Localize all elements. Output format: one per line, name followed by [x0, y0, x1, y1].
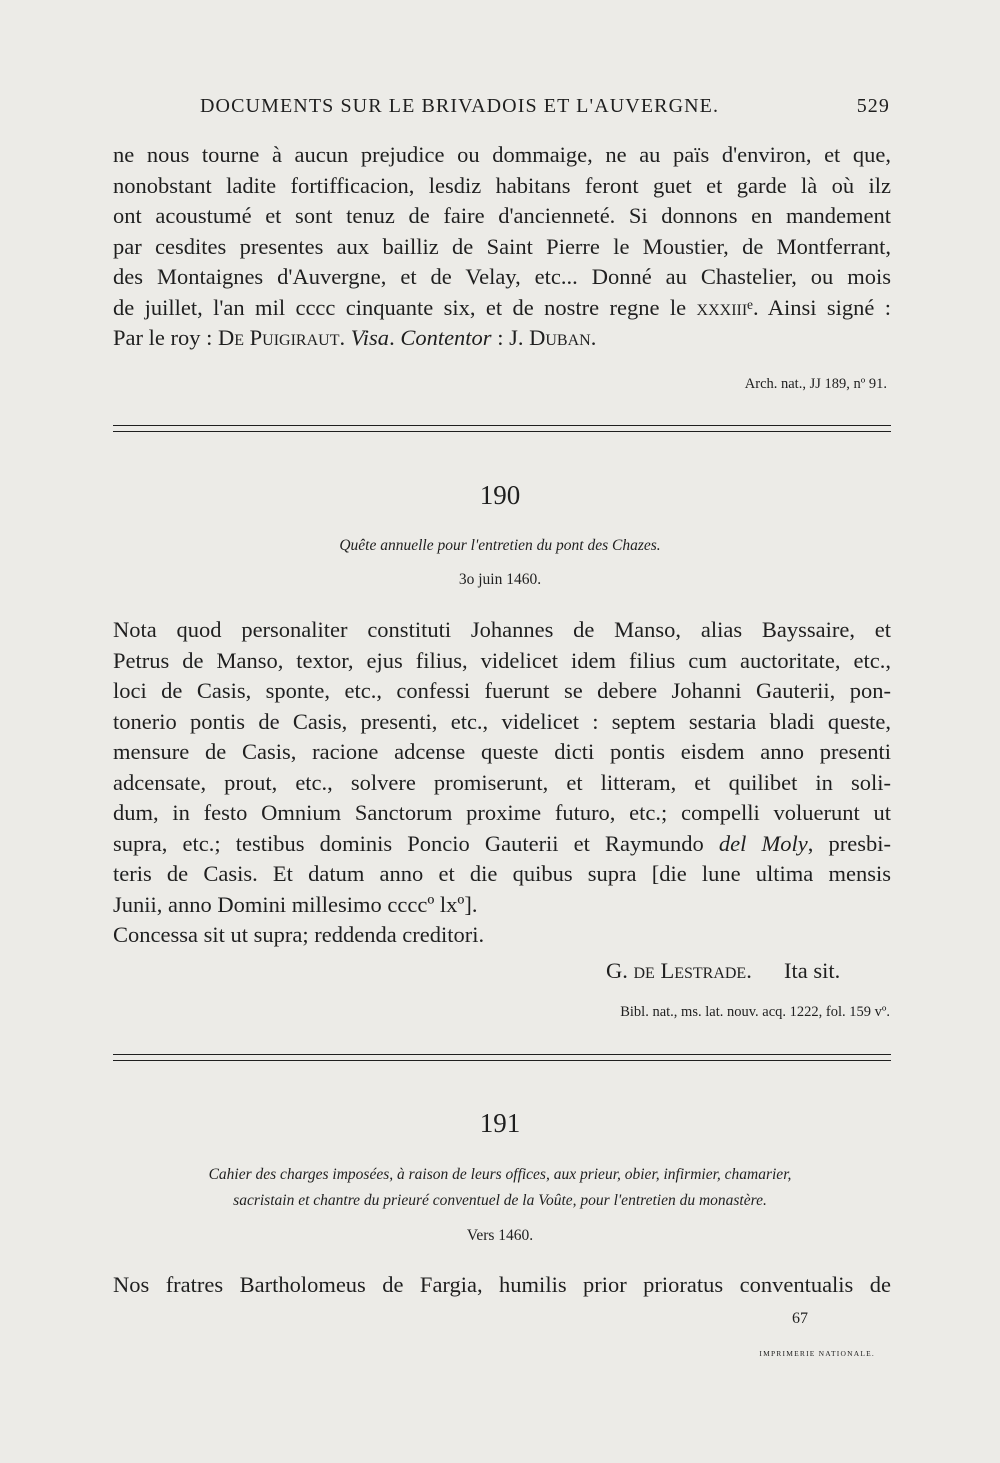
doc191-title-line: Cahier des charges imposées, à raison de leurs offices, aux prieur, obier, infirmier, chamarier, [208, 1166, 792, 1183]
visa-word: Visa [350, 325, 390, 350]
text-line: teris de Casis. Et datum anno et die quibus supra [die lune ultima mensis [113, 861, 891, 886]
running-title: DOCUMENTS SUR LE BRIVADOIS ET L'AUVERGNE. [200, 95, 720, 117]
text-segment: Par le roy : [113, 325, 218, 350]
text-line: par cesdites presentes aux bailliz de Saint Pierre le Moustier, de Montferrant, [113, 233, 891, 259]
doc191-title [90, 1162, 910, 1214]
regnal-numeral: xxxiiiᵉ [696, 294, 753, 320]
text-segment: G. [606, 958, 634, 983]
text-segment: . [339, 325, 351, 350]
text-segment: de juillet, l'an mil cccc cinquante six, et de nostre regne le [113, 294, 697, 320]
signatory-name: De Puigiraut [217, 325, 340, 350]
doc190-signature-note: Ita sit. [784, 958, 841, 983]
doc190-signature [606, 958, 752, 984]
signatory-name: de Lestrade [633, 958, 747, 983]
text-line: ne nous tourne à aucun prejudice ou dommaige, ne au païs d'environ, et que, [113, 142, 891, 167]
text-line: ont acoustumé et sont tenuz de faire d'ancienneté. Si donnons en mandement [113, 203, 891, 228]
contentor-word: Contentor [400, 325, 492, 350]
text-line [113, 920, 891, 951]
text-line: des Montaignes d'Auvergne, et de Velay, etc... Donné au Chastelier, ou mois [113, 264, 891, 289]
doc190-number: 190 [479, 480, 521, 510]
doc191-text [113, 1270, 891, 1301]
text-line [113, 615, 891, 646]
text-line: tonerio pontis de Casis, presenti, etc., videlicet : septem sestaria bladi queste, [113, 708, 891, 734]
text-line: mensure de Casis, racione adcense queste dicti pontis eisdem anno presenti [113, 739, 891, 764]
text-line [113, 293, 891, 324]
page-number: 529 [856, 95, 890, 117]
text-line: dum, in festo Omnium Sanctorum proxime futuro, etc.; compelli voluerunt ut [113, 800, 891, 825]
printer-imprint: IMPRIMERIE NATIONALE. [759, 1349, 875, 1358]
text-line: Nos fratres Bartholomeus de Fargia, humilis prior prioratus conventualis de [113, 1272, 891, 1297]
signatory-name: Duban [529, 325, 591, 350]
running-header [110, 95, 890, 129]
text-segment: . Ainsi signé : [752, 294, 892, 320]
doc190-title: Quête annuelle pour l'entretien du pont des Chazes. [339, 537, 661, 554]
doc190-citation: Bibl. nat., ms. lat. nouv. acq. 1222, fol. 159 vº. [620, 1004, 890, 1020]
doc189-citation: Arch. nat., JJ 189, nº 91. [744, 376, 887, 392]
text-segment: . [590, 325, 597, 350]
doc189-text [113, 140, 891, 354]
text-segment: . [389, 325, 401, 350]
section-divider [113, 425, 891, 432]
section-divider [113, 1054, 891, 1061]
signature-mark: 67 [792, 1310, 808, 1327]
italic-name: del Moly [718, 830, 808, 856]
text-line: loci de Casis, sponte, etc., confessi fuerunt se debere Johanni Gauterii, pon- [113, 678, 891, 703]
text-line [113, 829, 891, 860]
text-segment: Nota quod personaliter constituti Johannes de Manso, alias Bayssaire, et [113, 617, 891, 642]
text-line: Petrus de Manso, textor, ejus filius, videlicet idem filius cum auctoritate, etc., [113, 647, 891, 673]
text-segment: , presbi- [807, 830, 891, 856]
text-line [113, 323, 891, 354]
doc190-date: 3o juin 1460. [458, 571, 542, 588]
text-segment: Concessa sit ut supra; reddenda creditori. [113, 922, 485, 947]
text-line: adcensate, prout, etc., solvere promiserunt, et litteram, et quilibet in soli- [113, 769, 891, 795]
text-line: nonobstant ladite fortifficacion, lesdiz habitans feront guet et garde là où ilz [113, 172, 891, 198]
text-line: Junii, anno Domini millesimo ccccº lxº]. [113, 891, 478, 917]
doc191-title-line: sacristain et chantre du prieuré conventuel de la Voûte, pour l'entretien du monastère. [233, 1192, 767, 1209]
text-segment: : J. [491, 325, 530, 350]
text-segment: supra, etc.; testibus dominis Poncio Gauterii et Raymundo [113, 830, 719, 856]
text-segment: . [746, 958, 752, 983]
doc191-number: 191 [479, 1108, 521, 1138]
doc191-date: Vers 1460. [466, 1227, 534, 1244]
doc190-text [113, 615, 891, 951]
